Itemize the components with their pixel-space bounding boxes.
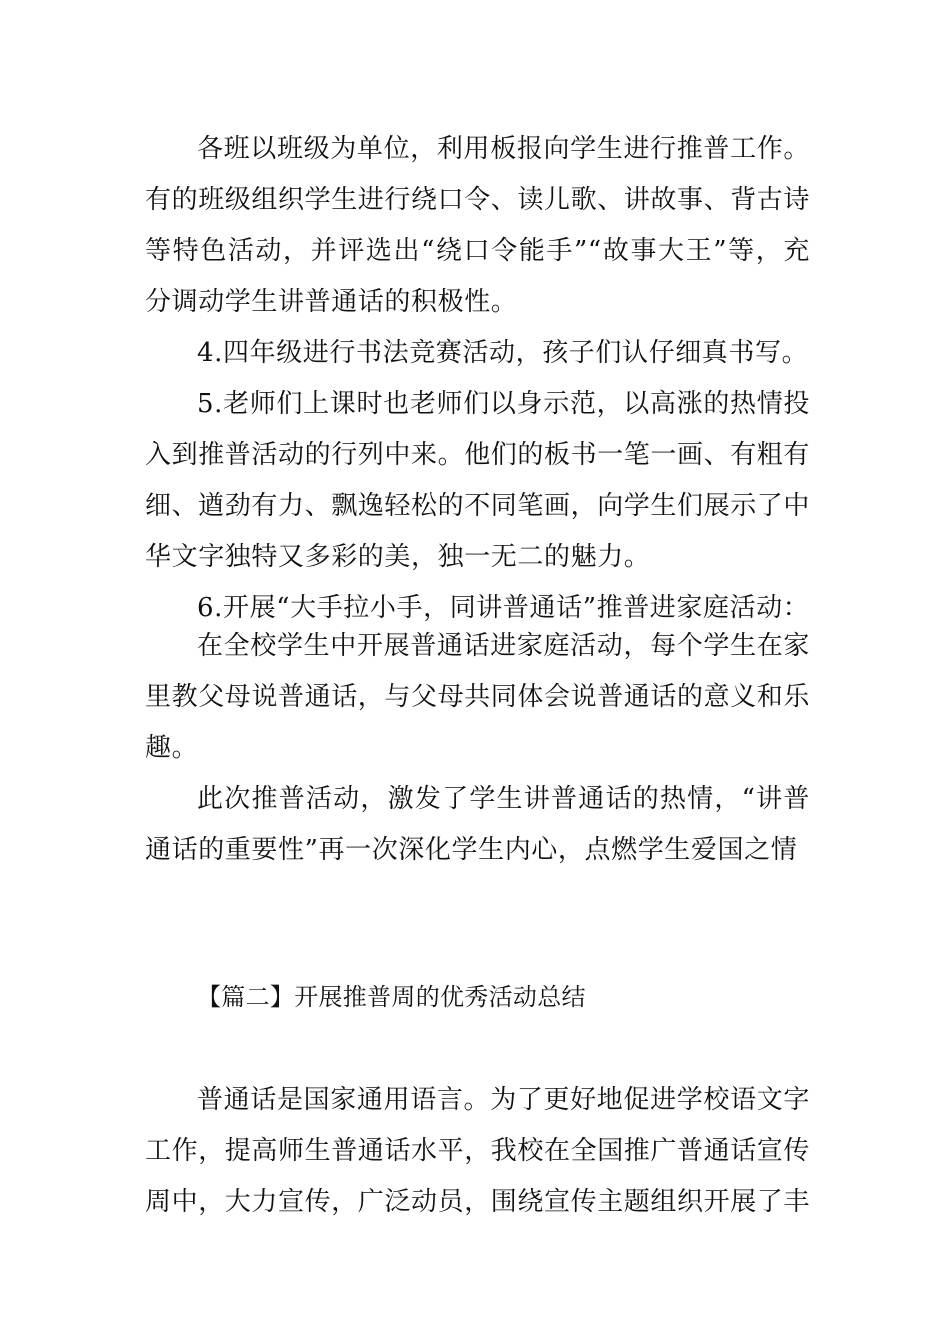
paragraph-family-activity: 在全校学生中开展普通话进家庭活动，每个学生在家里教父母说普通话，与父母共同体会说普通话的意义和乐趣。 <box>145 631 811 763</box>
paragraph-putonghua-intro: 普通话是国家通用语言。为了更好地促进学校语文字工作，提高师生普通话水平，我校在全国推广普通话宣传周中，大力宣传，广泛动员，围绕宣传主题组织开展了丰 <box>145 1085 811 1217</box>
paragraph-teachers-example: 5.老师们上课时也老师们以身示范，以高涨的热情投入到推普活动的行列中来。他们的板书一笔一画、有粗有细、遒劲有力、飘逸轻松的不同笔画，向学生们展示了中华文字独特又多彩的美，独一无二的魅力。 <box>145 389 811 572</box>
paragraph-class-boards: 各班以班级为单位，利用板报向学生进行推普工作。有的班级组织学生进行绕口令、读儿歌、讲故事、背古诗等特色活动，并评选出“绕口令能手”“故事大王”等，充分调动学生讲普通话的积极性。 <box>145 134 811 317</box>
paragraph-family-activity-title: 6.开展“大手拉小手，同讲普通话”推普进家庭活动： <box>197 593 810 623</box>
paragraph-grade-four-calligraphy: 4.四年级进行书法竞赛活动，孩子们认仔细真书写。 <box>197 338 809 368</box>
paragraph-summary: 此次推普活动，激发了学生讲普通话的热情，“讲普通话的重要性”再一次深化学生内心，点燃学生爱国之情 <box>145 784 810 865</box>
section-heading: 【篇二】开展推普周的优秀活动总结 <box>197 983 586 1011</box>
